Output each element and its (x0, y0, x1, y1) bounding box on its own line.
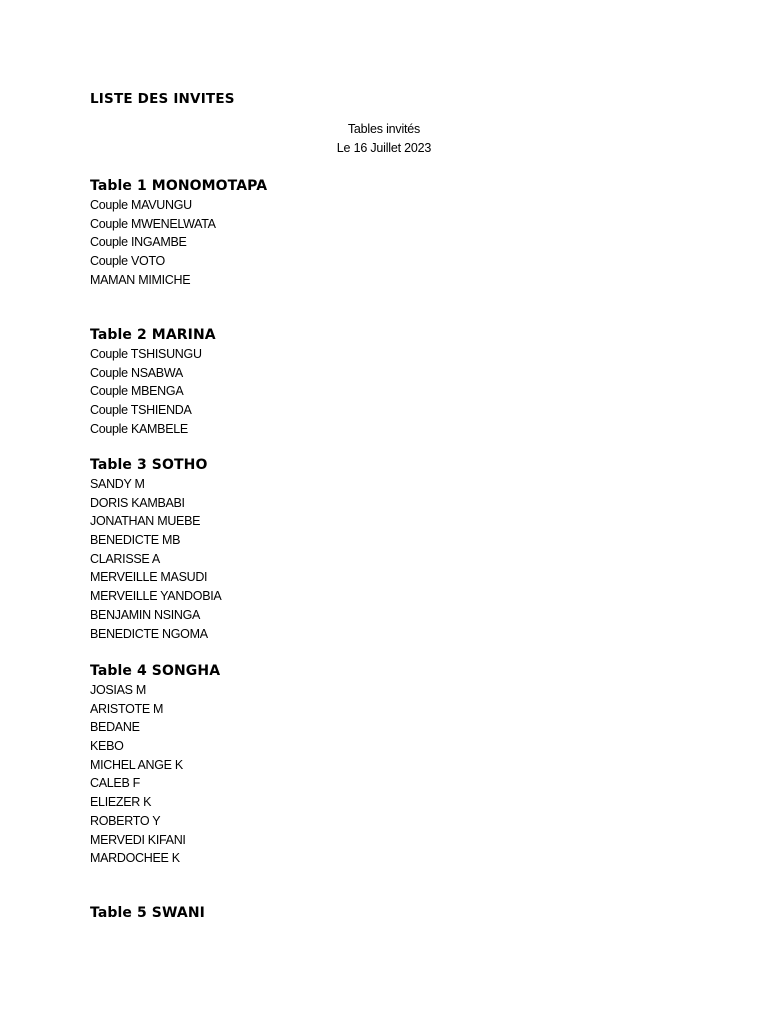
guest-name: CLARISSE A (90, 551, 160, 566)
document-title: LISTE DES INVITES (90, 91, 235, 107)
table-section-5 (90, 904, 205, 923)
table-heading: Table 4 SONGHA (90, 663, 221, 679)
guest-name: BENEDICTE MB (90, 533, 181, 548)
guest-list (90, 345, 216, 438)
document-date: Le 16 Juillet 2023 (336, 141, 432, 155)
guest-name: BEDANE (90, 720, 140, 735)
guest-name: ARISTOTE M (90, 701, 164, 716)
guest-name: MARDOCHEE K (90, 851, 180, 866)
table-section-2 (90, 326, 216, 438)
guest-name: JONATHAN MUEBE (90, 514, 201, 529)
guest-name: Couple MAVUNGU (90, 198, 192, 212)
guest-name: Couple KAMBELE (90, 421, 188, 436)
table-heading: Table 1 MONOMOTAPA (90, 178, 268, 194)
guest-name: JOSIAS M (90, 683, 146, 697)
guest-list (90, 196, 267, 289)
table-section-3 (90, 456, 221, 643)
guest-name: Couple VOTO (90, 254, 165, 269)
guest-name: SANDY M (90, 477, 145, 491)
guest-list (90, 475, 221, 643)
guest-name: ROBERTO Y (90, 813, 161, 828)
guest-name: BENJAMIN NSINGA (90, 607, 201, 622)
guest-name: MICHEL ANGE K (90, 757, 183, 772)
table-section-4 (90, 662, 220, 868)
guest-name: Couple TSHISUNGU (90, 347, 202, 361)
guest-name: MERVEDI KIFANI (90, 832, 186, 847)
guest-list (90, 681, 220, 868)
guest-name: MERVEILLE MASUDI (90, 570, 208, 585)
guest-name: Couple INGAMBE (90, 235, 187, 250)
guest-name: Couple TSHIENDA (90, 403, 192, 418)
guest-name: ELIEZER K (90, 795, 152, 810)
guest-name: Couple NSABWA (90, 365, 183, 380)
table-section-1 (90, 177, 267, 289)
guest-name: BENEDICTE NGOMA (90, 626, 208, 641)
guest-name: DORIS KAMBABI (90, 495, 185, 510)
guest-name: Couple MBENGA (90, 384, 184, 399)
guest-name: KEBO (90, 739, 124, 754)
guest-name: Couple MWENELWATA (90, 216, 216, 231)
guest-name: CALEB F (90, 776, 140, 791)
document-subtitle: Tables invités (347, 122, 421, 136)
table-heading: Table 5 SWANI (90, 905, 205, 921)
table-heading: Table 2 MARINA (90, 327, 216, 343)
guest-name: MAMAN MIMICHE (90, 272, 191, 287)
table-heading: Table 3 SOTHO (90, 457, 208, 473)
guest-name: MERVEILLE YANDOBIA (90, 589, 222, 604)
